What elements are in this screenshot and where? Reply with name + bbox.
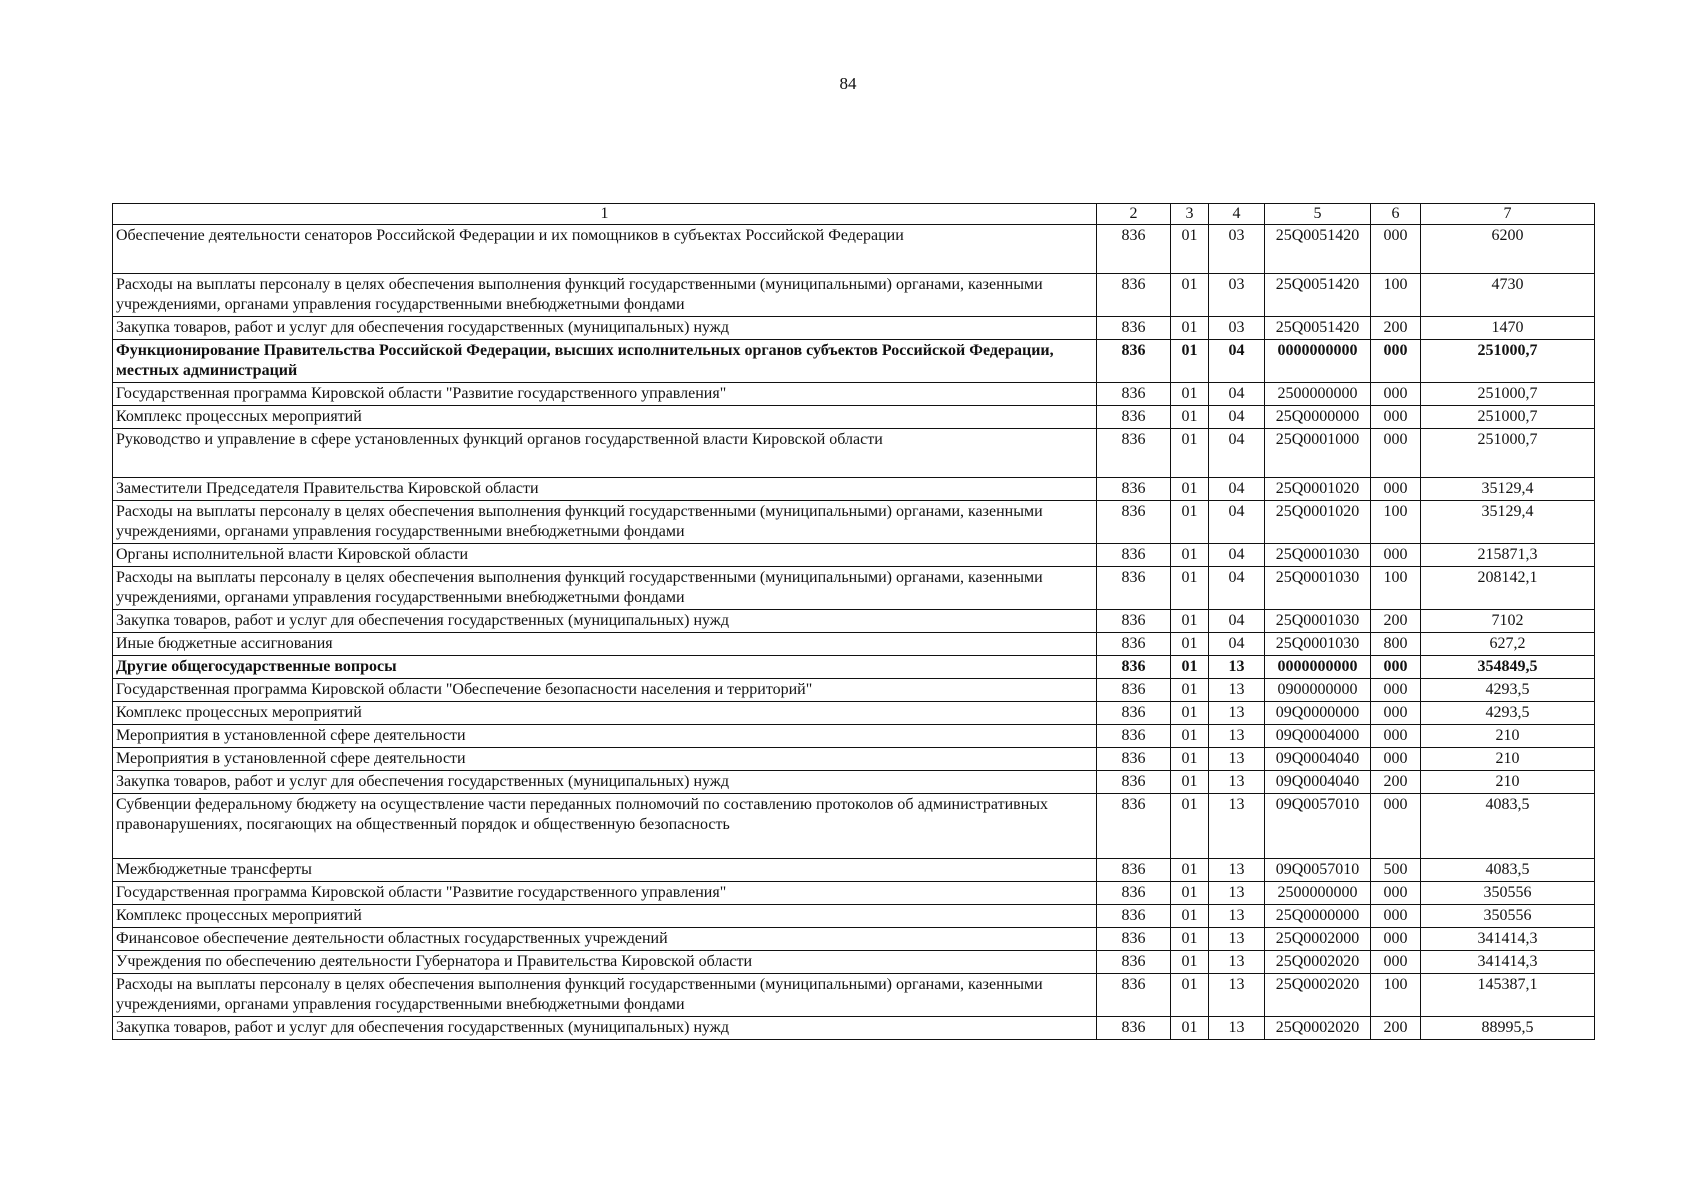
section-code-cell: 01 [1171,317,1209,340]
expense-type-cell: 000 [1371,725,1421,748]
table-row [113,501,1595,544]
expense-type-cell: 000 [1371,656,1421,679]
target-article-cell: 2500000000 [1265,882,1371,905]
table-row [113,340,1595,383]
expense-name-cell: Межбюджетные трансферты [113,859,1097,882]
expense-type-cell: 000 [1371,928,1421,951]
table-row [113,225,1595,274]
table-row [113,702,1595,725]
table-row [113,905,1595,928]
target-article-cell: 25Q0051420 [1265,274,1371,317]
expense-type-cell: 000 [1371,702,1421,725]
expense-name-cell: Мероприятия в установленной сфере деятельности [113,748,1097,771]
expense-name-cell: Комплекс процессных мероприятий [113,905,1097,928]
amount-cell: 210 [1421,771,1595,794]
table-row [113,771,1595,794]
section-code-cell: 01 [1171,1017,1209,1040]
subsection-code-cell: 13 [1209,974,1265,1017]
expense-name-cell: Комплекс процессных мероприятий [113,406,1097,429]
ministry-code-cell: 836 [1097,340,1171,383]
subsection-code-cell: 04 [1209,567,1265,610]
subsection-code-cell: 13 [1209,725,1265,748]
table-row [113,679,1595,702]
expense-name-cell: Государственная программа Кировской области "Развитие государственного управления" [113,383,1097,406]
page-number: 84 [839,74,857,93]
section-code-cell: 01 [1171,905,1209,928]
subsection-code-cell: 13 [1209,794,1265,859]
target-article-cell: 25Q0002000 [1265,928,1371,951]
expense-name-cell: Государственная программа Кировской области "Развитие государственного управления" [113,882,1097,905]
section-code-cell: 01 [1171,544,1209,567]
expense-type-cell: 000 [1371,544,1421,567]
section-code-cell: 01 [1171,567,1209,610]
section-code-cell: 01 [1171,951,1209,974]
table-row [113,633,1595,656]
amount-cell: 1470 [1421,317,1595,340]
target-article-cell: 25Q0001000 [1265,429,1371,478]
target-article-cell: 25Q0000000 [1265,406,1371,429]
section-code-cell: 01 [1171,725,1209,748]
expense-type-cell: 000 [1371,478,1421,501]
header-cell: 4 [1209,204,1265,225]
section-code-cell: 01 [1171,928,1209,951]
subsection-code-cell: 04 [1209,610,1265,633]
expense-type-cell: 200 [1371,610,1421,633]
expense-name-cell: Закупка товаров, работ и услуг для обеспечения государственных (муниципальных) нужд [113,317,1097,340]
subsection-code-cell: 13 [1209,771,1265,794]
expense-name-cell: Расходы на выплаты персоналу в целях обеспечения выполнения функций государственными (муниципальными) органами, казенными учреждениями, органами управления государственными внебюджетными фондами [113,501,1097,544]
amount-cell: 208142,1 [1421,567,1595,610]
subsection-code-cell: 13 [1209,859,1265,882]
expense-name-cell: Финансовое обеспечение деятельности областных государственных учреждений [113,928,1097,951]
subsection-code-cell: 04 [1209,633,1265,656]
section-code-cell: 01 [1171,478,1209,501]
ministry-code-cell: 836 [1097,905,1171,928]
expense-type-cell: 000 [1371,429,1421,478]
target-article-cell: 0000000000 [1265,340,1371,383]
expense-type-cell: 200 [1371,317,1421,340]
amount-cell: 251000,7 [1421,406,1595,429]
table-row [113,859,1595,882]
expense-name-cell: Обеспечение деятельности сенаторов Российской Федерации и их помощников в субъектах Российской Федерации [113,225,1097,274]
amount-cell: 35129,4 [1421,501,1595,544]
subsection-code-cell: 13 [1209,1017,1265,1040]
table-row [113,610,1595,633]
target-article-cell: 25Q0002020 [1265,1017,1371,1040]
expense-name-cell: Закупка товаров, работ и услуг для обеспечения государственных (муниципальных) нужд [113,1017,1097,1040]
expense-name-cell: Расходы на выплаты персоналу в целях обеспечения выполнения функций государственными (муниципальными) органами, казенными учреждениями, органами управления государственными внебюджетными фондами [113,974,1097,1017]
header-cell: 6 [1371,204,1421,225]
section-code-cell: 01 [1171,340,1209,383]
ministry-code-cell: 836 [1097,928,1171,951]
table-row [113,974,1595,1017]
amount-cell: 251000,7 [1421,383,1595,406]
ministry-code-cell: 836 [1097,771,1171,794]
section-code-cell: 01 [1171,501,1209,544]
subsection-code-cell: 13 [1209,928,1265,951]
ministry-code-cell: 836 [1097,610,1171,633]
subsection-code-cell: 04 [1209,544,1265,567]
section-code-cell: 01 [1171,859,1209,882]
table-row [113,406,1595,429]
table-row [113,928,1595,951]
ministry-code-cell: 836 [1097,725,1171,748]
amount-cell: 4293,5 [1421,702,1595,725]
table-row [113,951,1595,974]
section-code-cell: 01 [1171,679,1209,702]
expense-name-cell: Заместители Председателя Правительства Кировской области [113,478,1097,501]
amount-cell: 145387,1 [1421,974,1595,1017]
expense-type-cell: 100 [1371,974,1421,1017]
expense-name-cell: Закупка товаров, работ и услуг для обеспечения государственных (муниципальных) нужд [113,610,1097,633]
table-row [113,274,1595,317]
expense-type-cell: 000 [1371,748,1421,771]
budget-table [112,203,1595,1040]
target-article-cell: 25Q0001030 [1265,544,1371,567]
ministry-code-cell: 836 [1097,633,1171,656]
section-code-cell: 01 [1171,633,1209,656]
expense-name-cell: Комплекс процессных мероприятий [113,702,1097,725]
amount-cell: 215871,3 [1421,544,1595,567]
ministry-code-cell: 836 [1097,882,1171,905]
expense-type-cell: 000 [1371,905,1421,928]
amount-cell: 251000,7 [1421,429,1595,478]
amount-cell: 4730 [1421,274,1595,317]
expense-type-cell: 000 [1371,882,1421,905]
section-code-cell: 01 [1171,274,1209,317]
ministry-code-cell: 836 [1097,383,1171,406]
amount-cell: 350556 [1421,882,1595,905]
ministry-code-cell: 836 [1097,974,1171,1017]
ministry-code-cell: 836 [1097,501,1171,544]
section-code-cell: 01 [1171,974,1209,1017]
section-code-cell: 01 [1171,656,1209,679]
target-article-cell: 09Q0004000 [1265,725,1371,748]
ministry-code-cell: 836 [1097,317,1171,340]
ministry-code-cell: 836 [1097,225,1171,274]
expense-type-cell: 000 [1371,951,1421,974]
expense-name-cell: Расходы на выплаты персоналу в целях обеспечения выполнения функций государственными (муниципальными) органами, казенными учреждениями, органами управления государственными внебюджетными фондами [113,567,1097,610]
ministry-code-cell: 836 [1097,951,1171,974]
section-code-cell: 01 [1171,383,1209,406]
ministry-code-cell: 836 [1097,478,1171,501]
amount-cell: 341414,3 [1421,928,1595,951]
amount-cell: 210 [1421,748,1595,771]
section-code-cell: 01 [1171,882,1209,905]
amount-cell: 4083,5 [1421,859,1595,882]
expense-type-cell: 000 [1371,679,1421,702]
section-code-cell: 01 [1171,429,1209,478]
ministry-code-cell: 836 [1097,567,1171,610]
subsection-code-cell: 04 [1209,406,1265,429]
ministry-code-cell: 836 [1097,544,1171,567]
subsection-code-cell: 03 [1209,225,1265,274]
table-row [113,317,1595,340]
expense-name-cell: Другие общегосударственные вопросы [113,656,1097,679]
ministry-code-cell: 836 [1097,1017,1171,1040]
target-article-cell: 25Q0000000 [1265,905,1371,928]
amount-cell: 35129,4 [1421,478,1595,501]
ministry-code-cell: 836 [1097,656,1171,679]
amount-cell: 4293,5 [1421,679,1595,702]
amount-cell: 354849,5 [1421,656,1595,679]
ministry-code-cell: 836 [1097,859,1171,882]
expense-type-cell: 100 [1371,501,1421,544]
header-cell: 7 [1421,204,1595,225]
expense-name-cell: Мероприятия в установленной сфере деятельности [113,725,1097,748]
table-row [113,656,1595,679]
expense-name-cell: Закупка товаров, работ и услуг для обеспечения государственных (муниципальных) нужд [113,771,1097,794]
table-row [113,748,1595,771]
header-cell: 3 [1171,204,1209,225]
ministry-code-cell: 836 [1097,702,1171,725]
subsection-code-cell: 13 [1209,702,1265,725]
target-article-cell: 25Q0001030 [1265,567,1371,610]
expense-type-cell: 200 [1371,771,1421,794]
section-code-cell: 01 [1171,225,1209,274]
subsection-code-cell: 04 [1209,383,1265,406]
expense-name-cell: Органы исполнительной власти Кировской области [113,544,1097,567]
subsection-code-cell: 04 [1209,429,1265,478]
target-article-cell: 25Q0001020 [1265,501,1371,544]
target-article-cell: 09Q0004040 [1265,771,1371,794]
amount-cell: 341414,3 [1421,951,1595,974]
target-article-cell: 25Q0002020 [1265,951,1371,974]
expense-type-cell: 000 [1371,383,1421,406]
subsection-code-cell: 03 [1209,274,1265,317]
header-cell: 5 [1265,204,1371,225]
ministry-code-cell: 836 [1097,748,1171,771]
section-code-cell: 01 [1171,794,1209,859]
subsection-code-cell: 03 [1209,317,1265,340]
subsection-code-cell: 13 [1209,905,1265,928]
section-code-cell: 01 [1171,610,1209,633]
expense-name-cell: Руководство и управление в сфере установленных функций органов государственной власти Кировской области [113,429,1097,478]
expense-name-cell: Субвенции федеральному бюджету на осуществление части переданных полномочий по составлению протоколов об административных правонарушениях, посягающих на общественный порядок и общественную безопасность [113,794,1097,859]
table-row [113,383,1595,406]
target-article-cell: 25Q0001020 [1265,478,1371,501]
ministry-code-cell: 836 [1097,274,1171,317]
target-article-cell: 25Q0002020 [1265,974,1371,1017]
table-row [113,478,1595,501]
target-article-cell: 2500000000 [1265,383,1371,406]
subsection-code-cell: 13 [1209,656,1265,679]
amount-cell: 7102 [1421,610,1595,633]
expense-name-cell: Государственная программа Кировской области "Обеспечение безопасности населения и территорий" [113,679,1097,702]
amount-cell: 88995,5 [1421,1017,1595,1040]
table-row [113,544,1595,567]
subsection-code-cell: 04 [1209,501,1265,544]
section-code-cell: 01 [1171,771,1209,794]
subsection-code-cell: 04 [1209,478,1265,501]
ministry-code-cell: 836 [1097,429,1171,478]
subsection-code-cell: 13 [1209,748,1265,771]
subsection-code-cell: 04 [1209,340,1265,383]
header-cell: 1 [113,204,1097,225]
expense-type-cell: 500 [1371,859,1421,882]
expense-name-cell: Иные бюджетные ассигнования [113,633,1097,656]
header-row [113,204,1595,225]
amount-cell: 627,2 [1421,633,1595,656]
ministry-code-cell: 836 [1097,679,1171,702]
section-code-cell: 01 [1171,748,1209,771]
expense-name-cell: Расходы на выплаты персоналу в целях обеспечения выполнения функций государственными (муниципальными) органами, казенными учреждениями, органами управления государственными внебюджетными фондами [113,274,1097,317]
target-article-cell: 09Q0057010 [1265,859,1371,882]
subsection-code-cell: 13 [1209,679,1265,702]
expense-name-cell: Учреждения по обеспечению деятельности Губернатора и Правительства Кировской области [113,951,1097,974]
header-cell: 2 [1097,204,1171,225]
expense-type-cell: 000 [1371,340,1421,383]
table-row [113,567,1595,610]
target-article-cell: 25Q0051420 [1265,225,1371,274]
table-row [113,1017,1595,1040]
subsection-code-cell: 13 [1209,951,1265,974]
target-article-cell: 0000000000 [1265,656,1371,679]
target-article-cell: 09Q0000000 [1265,702,1371,725]
table-row [113,882,1595,905]
target-article-cell: 25Q0001030 [1265,610,1371,633]
subsection-code-cell: 13 [1209,882,1265,905]
expense-type-cell: 000 [1371,794,1421,859]
target-article-cell: 09Q0004040 [1265,748,1371,771]
section-code-cell: 01 [1171,406,1209,429]
table-row [113,794,1595,859]
ministry-code-cell: 836 [1097,406,1171,429]
section-code-cell: 01 [1171,702,1209,725]
amount-cell: 6200 [1421,225,1595,274]
expense-type-cell: 000 [1371,225,1421,274]
expense-type-cell: 000 [1371,406,1421,429]
target-article-cell: 25Q0001030 [1265,633,1371,656]
table-row [113,725,1595,748]
amount-cell: 251000,7 [1421,340,1595,383]
target-article-cell: 0900000000 [1265,679,1371,702]
expense-name-cell: Функционирование Правительства Российской Федерации, высших исполнительных органов субъектов Российской Федерации, местных администраций [113,340,1097,383]
target-article-cell: 09Q0057010 [1265,794,1371,859]
ministry-code-cell: 836 [1097,794,1171,859]
expense-type-cell: 200 [1371,1017,1421,1040]
target-article-cell: 25Q0051420 [1265,317,1371,340]
expense-type-cell: 100 [1371,567,1421,610]
amount-cell: 4083,5 [1421,794,1595,859]
amount-cell: 210 [1421,725,1595,748]
table-row [113,429,1595,478]
amount-cell: 350556 [1421,905,1595,928]
expense-type-cell: 800 [1371,633,1421,656]
expense-type-cell: 100 [1371,274,1421,317]
